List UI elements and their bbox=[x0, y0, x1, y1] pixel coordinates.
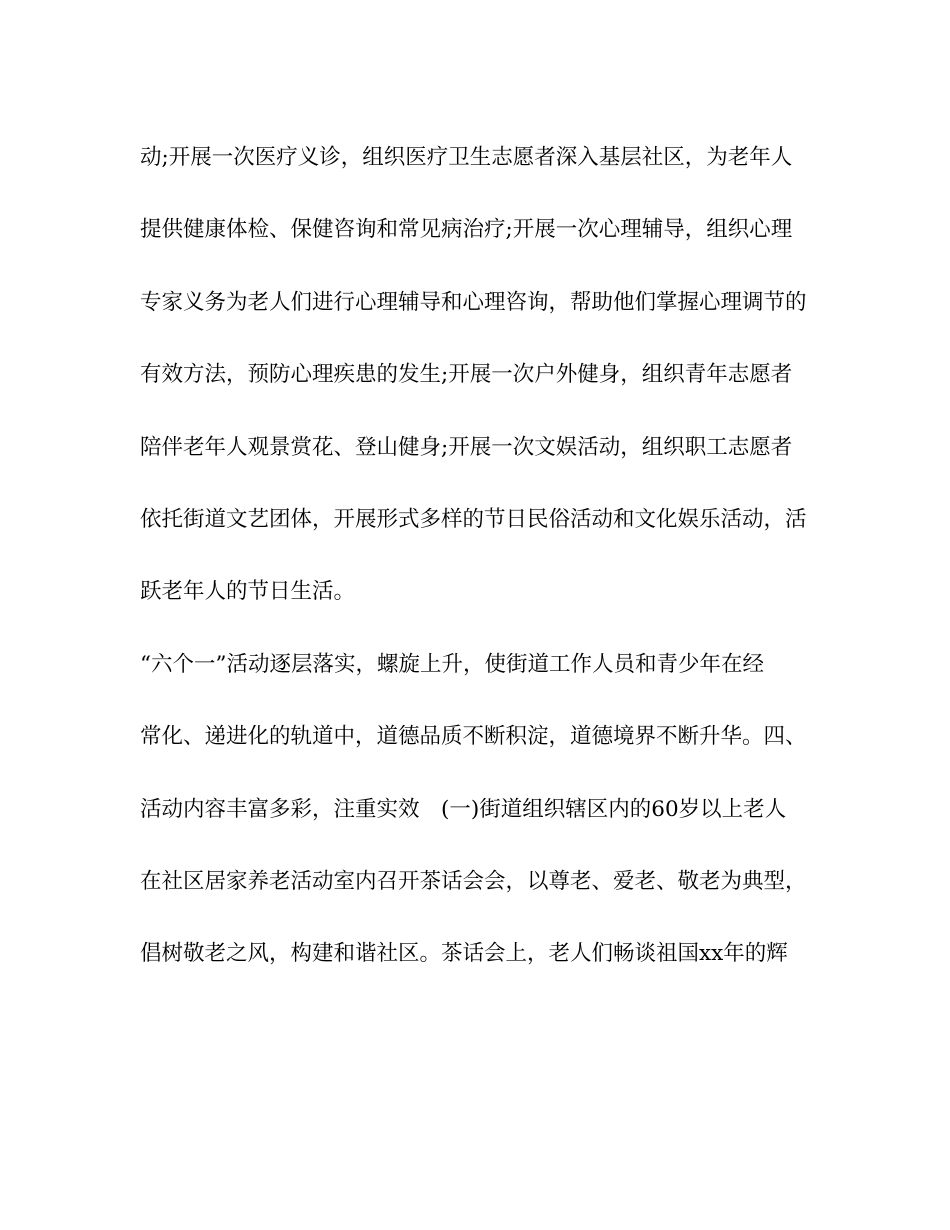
text-line: 有效方法，预防心理疾患的发生;开展一次户外健身，组织青年志愿者 bbox=[140, 362, 793, 388]
text-line: 在社区居家养老活动室内召开茶话会会，以尊老、爱老、敬老为典型， bbox=[140, 868, 807, 894]
text-line: “六个一”活动逐层落实，螺旋上升，使街道工作人员和青少年在经 bbox=[140, 651, 764, 677]
text-line: 活动内容丰富多彩，注重实效 (一)街道组织辖区内的60岁以上老人 bbox=[140, 796, 787, 822]
text-line: 陪伴老年人观景赏花、登山健身;开展一次文娱活动，组织职工志愿者 bbox=[140, 434, 793, 460]
text-line: 依托街道文艺团体，开展形式多样的节日民俗活动和文化娱乐活动，活 bbox=[140, 506, 807, 532]
text-line: 跃老年人的节日生活。 bbox=[140, 579, 356, 605]
text-line: 专家义务为老人们进行心理辅导和心理咨询，帮助他们掌握心理调节的 bbox=[140, 289, 807, 315]
body-text bbox=[140, 138, 820, 1007]
text-line: 提供健康体检、保健咨询和常见病治疗;开展一次心理辅导，组织心理 bbox=[140, 217, 793, 243]
text-line: 动;开展一次医疗义诊，组织医疗卫生志愿者深入基层社区，为老年人 bbox=[140, 145, 793, 170]
text-line: 常化、递进化的轨道中，道德品质不断积淀，道德境界不断升华。四、 bbox=[140, 724, 807, 750]
text-line: 倡树敬老之风，构建和谐社区。茶话会上，老人们畅谈祖国xx年的辉 bbox=[140, 941, 788, 967]
